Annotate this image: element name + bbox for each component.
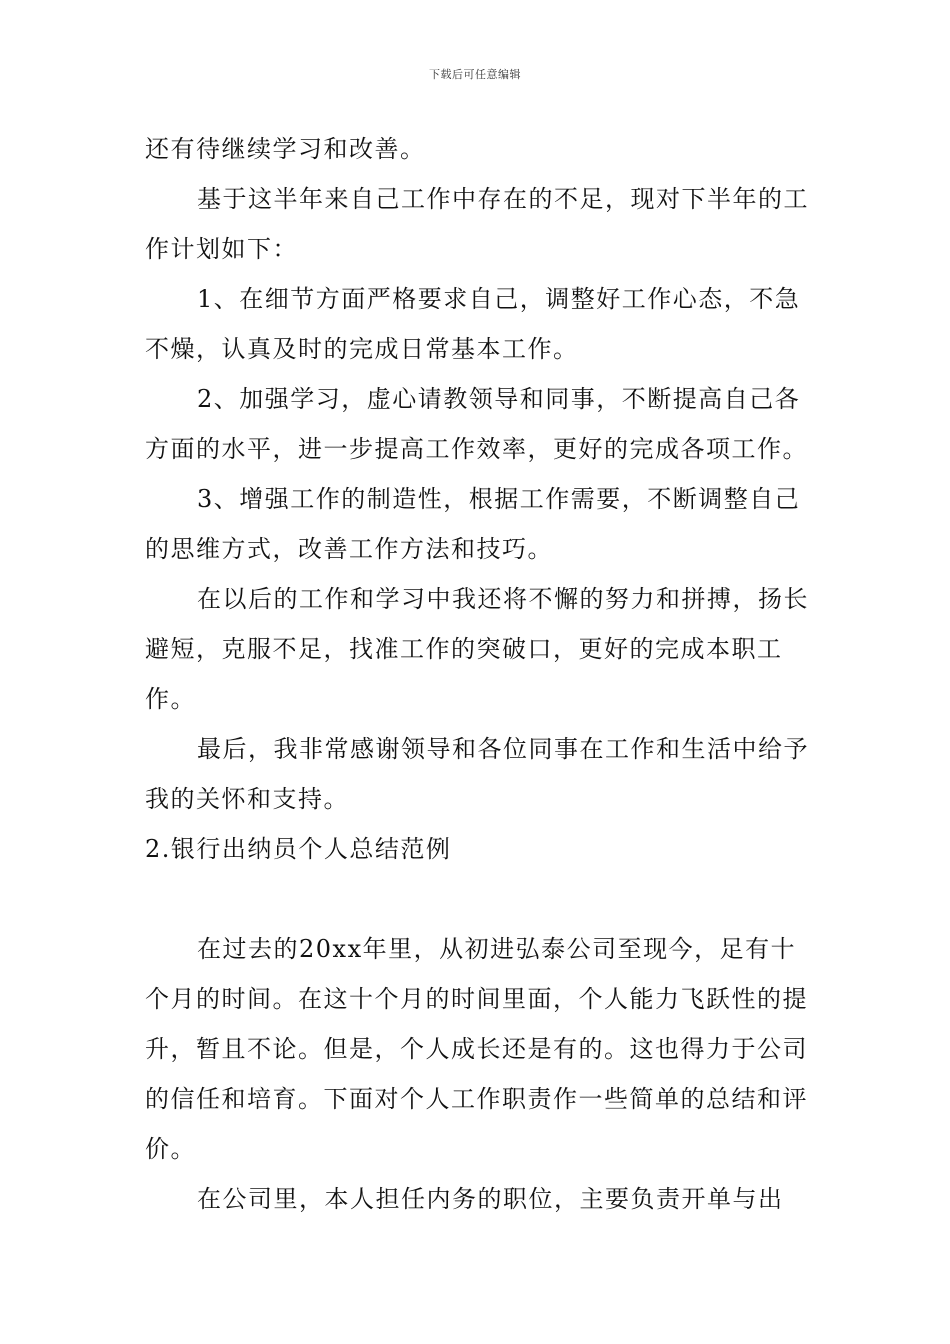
paragraph-future-effort: 在以后的工作和学习中我还将不懈的努力和拼搏，扬长避短，克服不足，找准工作的突破口，更好的完成本职工作。 xyxy=(145,585,809,713)
paragraph-duties: 在公司里，本人担任内务的职位，主要负责开单与出 xyxy=(197,1185,784,1213)
section-heading: 2.银行出纳员个人总结范例 xyxy=(145,835,452,863)
paragraph-plan-intro: 基于这半年来自己工作中存在的不足，现对下半年的工作计划如下： xyxy=(145,185,809,263)
document-body xyxy=(145,124,809,1224)
page-header: 下载后可任意编辑 xyxy=(429,68,521,81)
paragraph-plan-item-1: 1、在细节方面严格要求自己，调整好工作心态，不急不燥，认真及时的完成日常基本工作。 xyxy=(145,285,801,363)
paragraph-thanks: 最后，我非常感谢领导和各位同事在工作和生活中给予我的关怀和支持。 xyxy=(145,735,809,813)
paragraph-plan-item-2: 2、加强学习，虚心请教领导和同事，不断提高自己各方面的水平，进一步提高工作效率，更好的完成各项工作。 xyxy=(145,385,808,463)
paragraph-continuation: 还有待继续学习和改善。 xyxy=(145,135,426,163)
paragraph-summary-intro: 在过去的20xx年里，从初进弘泰公司至现今，足有十个月的时间。在这十个月的时间里面，个人能力飞跃性的提升，暂且不论。但是，个人成长还是有的。这也得力于公司的信任和培育。下面对个人工作职责作一些简单的总结和评价。 xyxy=(145,935,808,1163)
blank-line xyxy=(145,874,809,924)
paragraph-plan-item-3: 3、增强工作的制造性，根据工作需要，不断调整自己的思维方式，改善工作方法和技巧。 xyxy=(145,485,801,563)
